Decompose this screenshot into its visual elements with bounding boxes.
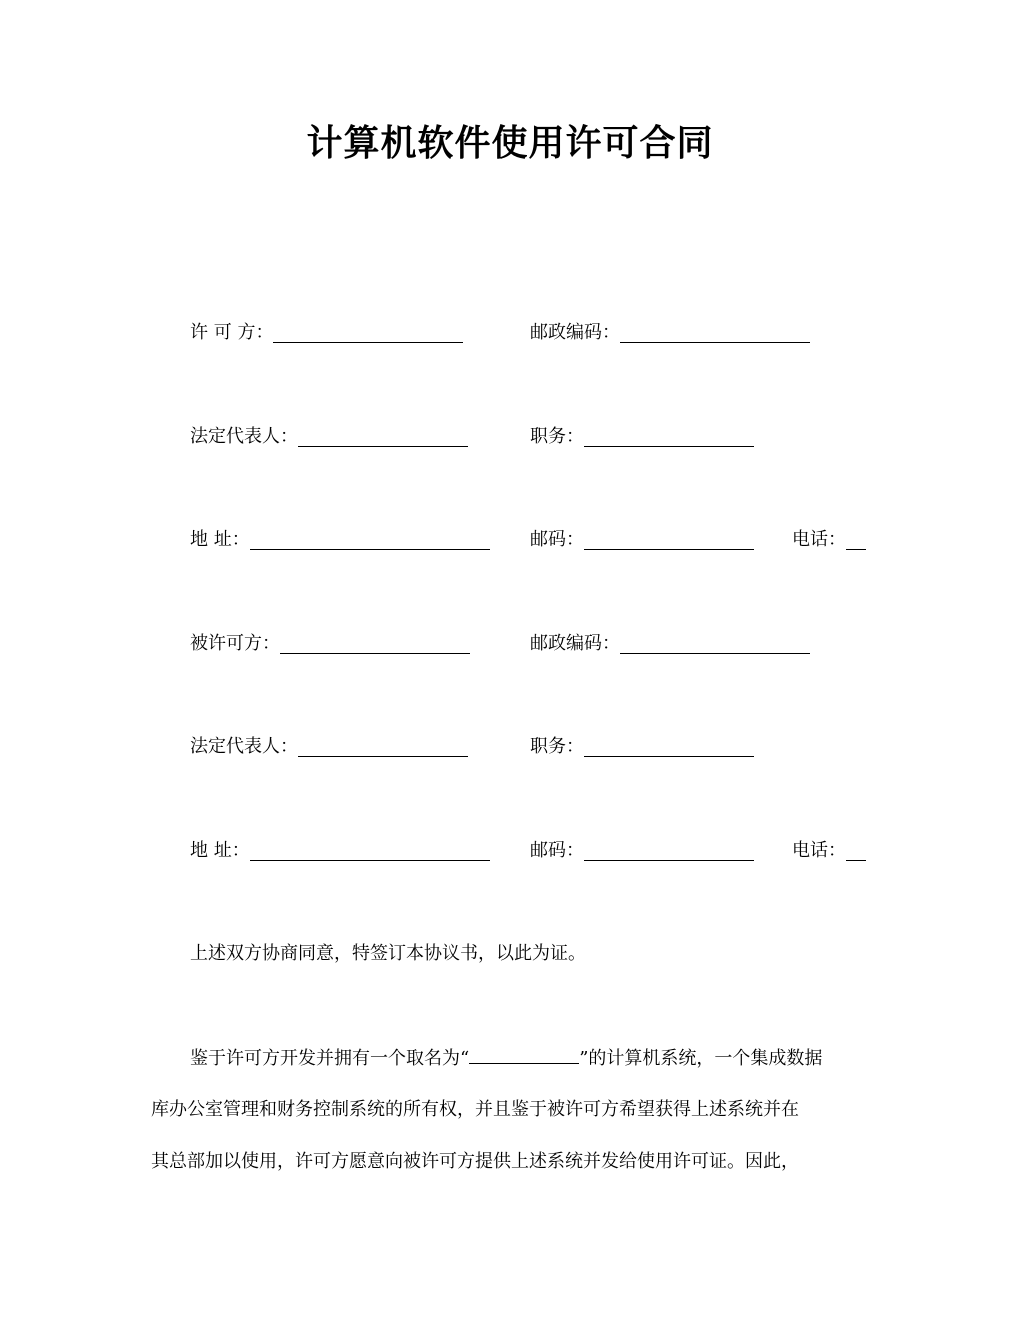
licensee-postal-code-blank[interactable] xyxy=(620,633,810,654)
licensee-position-blank[interactable] xyxy=(584,736,754,757)
licensee-phone-blank[interactable] xyxy=(846,840,866,861)
licensor-party-label: 许 可 方： xyxy=(190,322,274,343)
whereas-line-3: 其总部加以使用，许可方愿意向被许可方提供上述系统并发给使用许可证。因此， xyxy=(151,1151,799,1172)
licensee-legal-rep-blank[interactable] xyxy=(298,736,468,757)
document-title: 计算机软件使用许可合同 xyxy=(306,123,714,164)
licensor-zip-label: 邮码： xyxy=(530,529,584,550)
licensee-address-blank[interactable] xyxy=(250,840,490,861)
licensor-legal-rep-blank[interactable] xyxy=(298,426,468,447)
licensor-legal-rep-field xyxy=(190,424,468,450)
whereas-line-1 xyxy=(190,1045,822,1072)
licensor-address-label: 地 址： xyxy=(190,529,250,550)
licensee-legal-rep-field xyxy=(190,734,468,760)
agreement-statement: 上述双方协商同意，特签订本协议书，以此为证。 xyxy=(190,943,586,964)
licensor-position-label: 职务： xyxy=(530,426,584,447)
whereas-line-2: 库办公室管理和财务控制系统的所有权，并且鉴于被许可方希望获得上述系统并在 xyxy=(151,1099,799,1120)
licensee-zip-blank[interactable] xyxy=(584,840,754,861)
licensor-phone-label: 电话： xyxy=(792,529,846,550)
licensor-postal-code-blank[interactable] xyxy=(620,322,810,343)
licensee-zip-label: 邮码： xyxy=(530,840,584,861)
licensor-address-field xyxy=(190,527,490,553)
licensee-postal-code-label: 邮政编码： xyxy=(530,633,620,654)
licensor-address-blank[interactable] xyxy=(250,529,490,550)
licensee-party-label: 被许可方： xyxy=(190,633,280,654)
licensee-phone-field xyxy=(792,838,866,864)
licensor-zip-blank[interactable] xyxy=(584,529,754,550)
licensor-party-field xyxy=(190,320,463,346)
whereas-text-part1: 鉴于许可方开发并拥有一个取名为“ xyxy=(190,1048,470,1069)
licensee-position-label: 职务： xyxy=(530,736,584,757)
licensor-position-blank[interactable] xyxy=(584,426,754,447)
licensee-party-field xyxy=(190,631,470,657)
licensee-position-field xyxy=(530,734,754,760)
licensee-legal-rep-label: 法定代表人： xyxy=(190,736,298,757)
licensee-postal-code-field xyxy=(530,631,810,657)
licensee-party-blank[interactable] xyxy=(280,633,470,654)
licensee-address-field xyxy=(190,838,490,864)
licensor-phone-blank[interactable] xyxy=(846,529,866,550)
licensor-zip-field xyxy=(530,527,754,553)
system-name-blank[interactable] xyxy=(469,1045,579,1064)
licensee-address-label: 地 址： xyxy=(190,840,250,861)
licensor-position-field xyxy=(530,424,754,450)
licensee-phone-label: 电话： xyxy=(792,840,846,861)
whereas-text-part2: ”的计算机系统，一个集成数据 xyxy=(579,1048,823,1069)
licensor-phone-field xyxy=(792,527,866,553)
licensor-postal-code-label: 邮政编码： xyxy=(530,322,620,343)
licensor-postal-code-field xyxy=(530,320,810,346)
licensee-zip-field xyxy=(530,838,754,864)
licensor-party-blank[interactable] xyxy=(273,322,463,343)
licensor-legal-rep-label: 法定代表人： xyxy=(190,426,298,447)
